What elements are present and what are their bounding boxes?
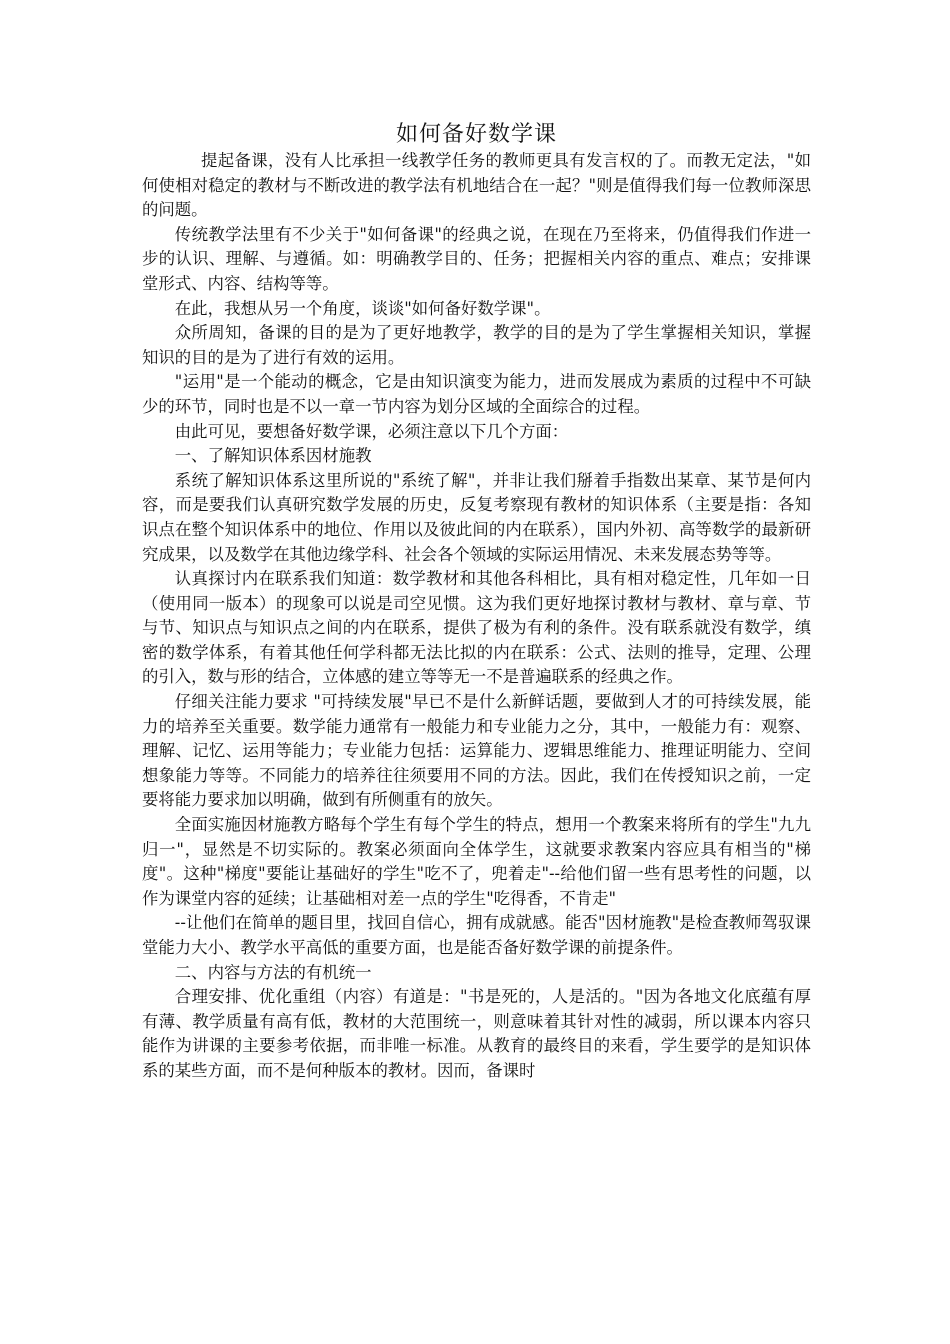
paragraph: 仔细关注能力要求 "可持续发展"早已不是什么新鲜话题，要做到人才的可持续发展，能力的培养至关重要。数学能力通常有一般能力和专业能力之分，其中，一般能力有：观察、理解、记忆、运用等能力；专业能力包括：运算能力、逻辑思维能力、推理证明能力、空间想象能力等等。不同能力的培养往往须要用不同的方法。因此，我们在传授知识之前，一定要将能力要求加以明确，做到有所侧重有的放矢。 [142,692,811,810]
paragraph: 在此，我想从另一个角度，谈谈"如何备好数学课"。 [174,298,551,318]
paragraph: 由此可见，要想备好数学课，必须注意以下几个方面： [174,421,569,441]
section-heading-2: 二、内容与方法的有机统一 [174,962,372,982]
paragraph: 合理安排、优化重组（内容）有道是："书是死的，人是活的。"因为各地文化底蕴有厚有薄、教学质量有高有低，教材的大范围统一，则意味着其针对性的减弱，所以课本内容只能作为讲课的主要参考依据，而非唯一标准。从教育的最终目的来看，学生要学的是知识体系的某些方面，而不是何种版本的教材。因而，备课时 [142,987,811,1080]
document-title: 如何备好数学课 [395,122,557,147]
paragraph: 传统教学法里有不少关于"如何备课"的经典之说，在现在乃至将来，仍值得我们作进一步的认识、理解、与遵循。如：明确教学目的、任务；把握相关内容的重点、难点；安排课堂形式、内容、结构等等。 [142,224,811,293]
paragraph: 系统了解知识体系这里所说的"系统了解"，并非让我们掰着手指数出某章、某节是何内容，而是要我们认真研究数学发展的历史，反复考察现有教材的知识体系（主要是指：各知识点在整个知识体系中的地位、作用以及彼此间的内在联系），国内外初、高等数学的最新研究成果，以及数学在其他边缘学科、社会各个领域的实际运用情况、未来发展态势等等。 [142,470,811,564]
paragraph-intro: 提起备课，没有人比承担一线教学任务的教师更具有发言权的了。而教无定法，"如何使相对稳定的教材与不断改进的教学法有机地结合在一起？"则是值得我们每一位教师深思的问题。 [142,151,811,220]
paragraph: 认真探讨内在联系我们知道：数学教材和其他各科相比，具有相对稳定性，几年如一日（使用同一版本）的现象可以说是司空见惯。这为我们更好地探讨教材与教材、章与章、节与节、知识点与知识点之间的内在联系，提供了极为有利的条件。没有联系就没有数学，缜密的数学体系，有着其他任何学科都无法比拟的内在联系：公式、法则的推导，定理、公理的引入，数与形的结合，立体感的建立等等无一不是普遍联系的经典之作。 [142,569,811,687]
section-heading-1: 一、了解知识体系因材施教 [174,446,372,466]
paragraph: 全面实施因材施教方略每个学生有每个学生的特点，想用一个教案来将所有的学生"九九归一"，显然是不切实际的。教案必须面向全体学生，这就要求教案内容应具有相当的"梯度"。这种"梯度"要能让基础好的学生"吃不了，兜着走"--给他们留一些有思考性的问题，以作为课堂内容的延续；让基础相对差一点的学生"吃得香，不肯走" [142,815,811,908]
paragraph: "运用"是一个能动的概念，它是由知识演变为能力，进而发展成为素质的过程中不可缺少的环节，同时也是不以一章一节内容为划分区域的全面综合的过程。 [142,372,811,416]
paragraph: 众所周知，备课的目的是为了更好地教学，教学的目的是为了学生掌握相关知识，掌握知识的目的是为了进行有效的运用。 [142,323,811,367]
paragraph: --让他们在简单的题目里，找回自信心，拥有成就感。能否"因材施教"是检查教师驾驭课堂能力大小、教学水平高低的重要方面，也是能否备好数学课的前提条件。 [142,913,811,957]
